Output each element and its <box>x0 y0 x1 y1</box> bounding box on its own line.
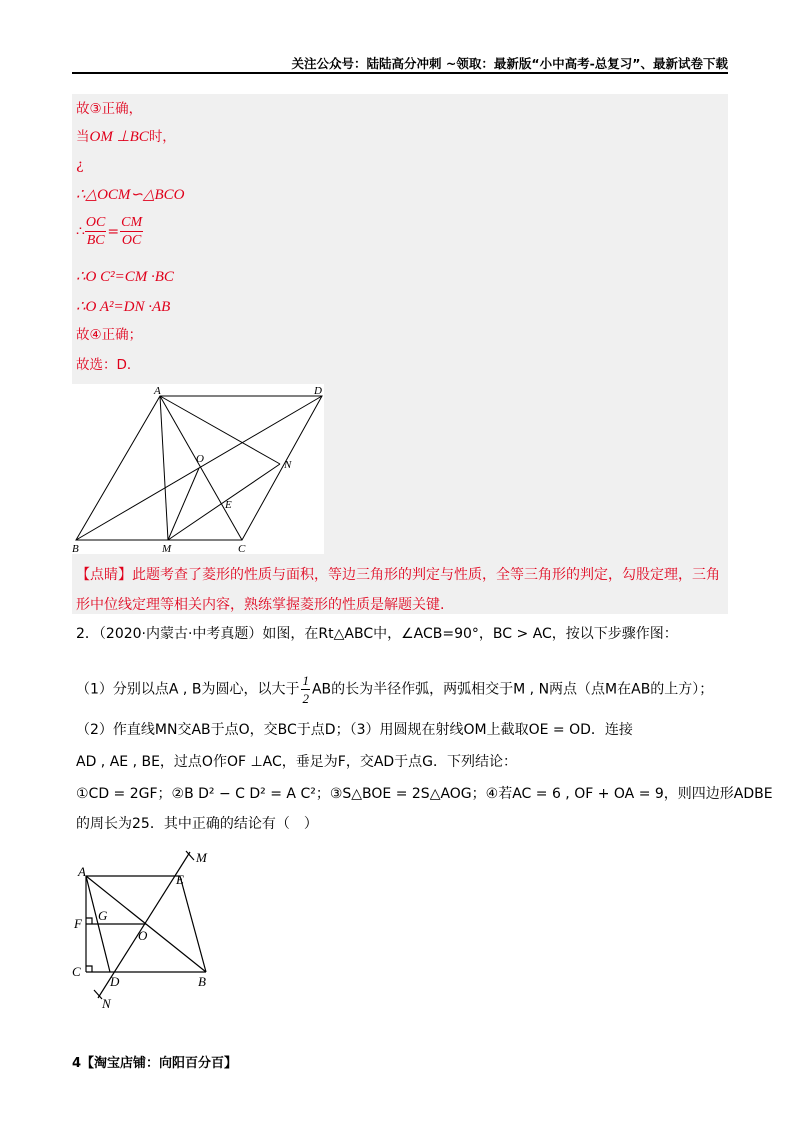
solution-line-2-math: OM ⊥BC <box>89 129 149 145</box>
label-o: O <box>138 928 148 943</box>
right-angle-f <box>86 918 92 924</box>
label-m: M <box>162 543 172 554</box>
fraction-oc-bc <box>85 214 106 249</box>
label-c: C <box>238 543 246 554</box>
label-b: B <box>198 974 206 989</box>
solution-answer: 故选：D． <box>76 357 141 373</box>
solution-line-2-pre: 当 <box>76 129 90 145</box>
solution-line-4: ∴△OCM∽△BCO <box>76 187 185 203</box>
right-angle-c <box>86 966 92 972</box>
therefore-symbol: ∴ <box>76 223 85 240</box>
label-d: D <box>314 385 322 397</box>
segment-an <box>160 396 280 464</box>
step1-pre: （1）分别以点A , B为圆心，以大于 <box>76 681 300 698</box>
triangle-construction-figure <box>72 848 222 1016</box>
label-d: D <box>110 974 120 989</box>
label-g: G <box>98 908 108 923</box>
label-a: A <box>154 385 161 397</box>
problem2-step3: AD , AE , BE，过点O作OF ⊥AC，垂足为F，交AD于点G．下列结论： <box>76 754 518 770</box>
fraction-denominator: OC <box>121 233 142 248</box>
solution-line-2-post: 时， <box>148 129 176 145</box>
fraction-denominator: BC <box>86 233 105 248</box>
label-c: C <box>72 964 81 979</box>
page-header: 关注公众号：陆陆高分冲刺 ~领取：最新版“小中高考-总复习”、最新试卷下载 <box>291 56 728 71</box>
rhombus-figure <box>72 384 324 554</box>
diagonal-ac <box>160 396 242 540</box>
equals-sign: = <box>107 223 120 240</box>
note-line-1: 【点睛】此题考查了菱形的性质与面积，等边三角形的判定与性质，全等三角形的判定，勾股定理，三角 <box>76 567 720 583</box>
label-m: M <box>196 850 207 865</box>
fraction-cm-oc <box>120 214 143 249</box>
label-f: F <box>74 916 82 931</box>
solution-line-8: 故④正确； <box>76 327 143 343</box>
segment-am <box>160 396 168 540</box>
problem2-step2: （2）作直线MN交AB于点O，交BC于点D；（3）用圆规在射线OM上截取OE = OD．连接 <box>76 722 633 738</box>
solution-line-1: 故③正确， <box>76 101 143 117</box>
problem2-intro: 2．（2020·内蒙古·中考真题）如图，在Rt△ABC中，∠ACB=90°，BC > AC，按以下步骤作图： <box>76 626 678 642</box>
solution-line-2 <box>76 128 176 146</box>
solution-line-3: ¿ <box>76 157 84 173</box>
problem2-conclusions: ①CD = 2GF；②B D² − C D² = A C²；③S△BOE = 2S△AOG；④若AC = 6 , OF + OA = 9，则四边形ADBE <box>76 786 773 802</box>
page-footer: 4【淘宝店铺：向阳百分百】 <box>72 1056 238 1071</box>
label-a: A <box>78 864 86 879</box>
label-b: B <box>72 543 79 554</box>
label-o: O <box>196 453 204 465</box>
solution-line-7: ∴O A²=DN ·AB <box>76 299 171 315</box>
step1-post: AB的长为半径作弧，两弧相交于M , N两点（点M在AB的上方）； <box>311 681 714 698</box>
note-line-2: 形中位线定理等相关内容，熟练掌握菱形的性质是解题关键. <box>76 597 445 613</box>
fraction-numerator: OC <box>85 215 106 230</box>
label-n: N <box>284 459 292 471</box>
label-e: E <box>225 499 232 511</box>
fraction-one-half <box>301 672 310 707</box>
problem2-question: 的周长为25．其中正确的结论有（ ） <box>76 816 318 832</box>
solution-line-6: ∴O C²=CM ·BC <box>76 269 174 285</box>
label-n: N <box>102 996 111 1011</box>
header-divider <box>72 72 728 74</box>
solution-line-5 <box>76 214 143 249</box>
segment-eb <box>180 876 206 972</box>
fraction-denominator: 2 <box>302 691 309 706</box>
label-e: E <box>176 872 184 887</box>
fraction-numerator: 1 <box>302 673 309 688</box>
fraction-numerator: CM <box>121 215 143 230</box>
problem2-step1 <box>76 672 728 707</box>
